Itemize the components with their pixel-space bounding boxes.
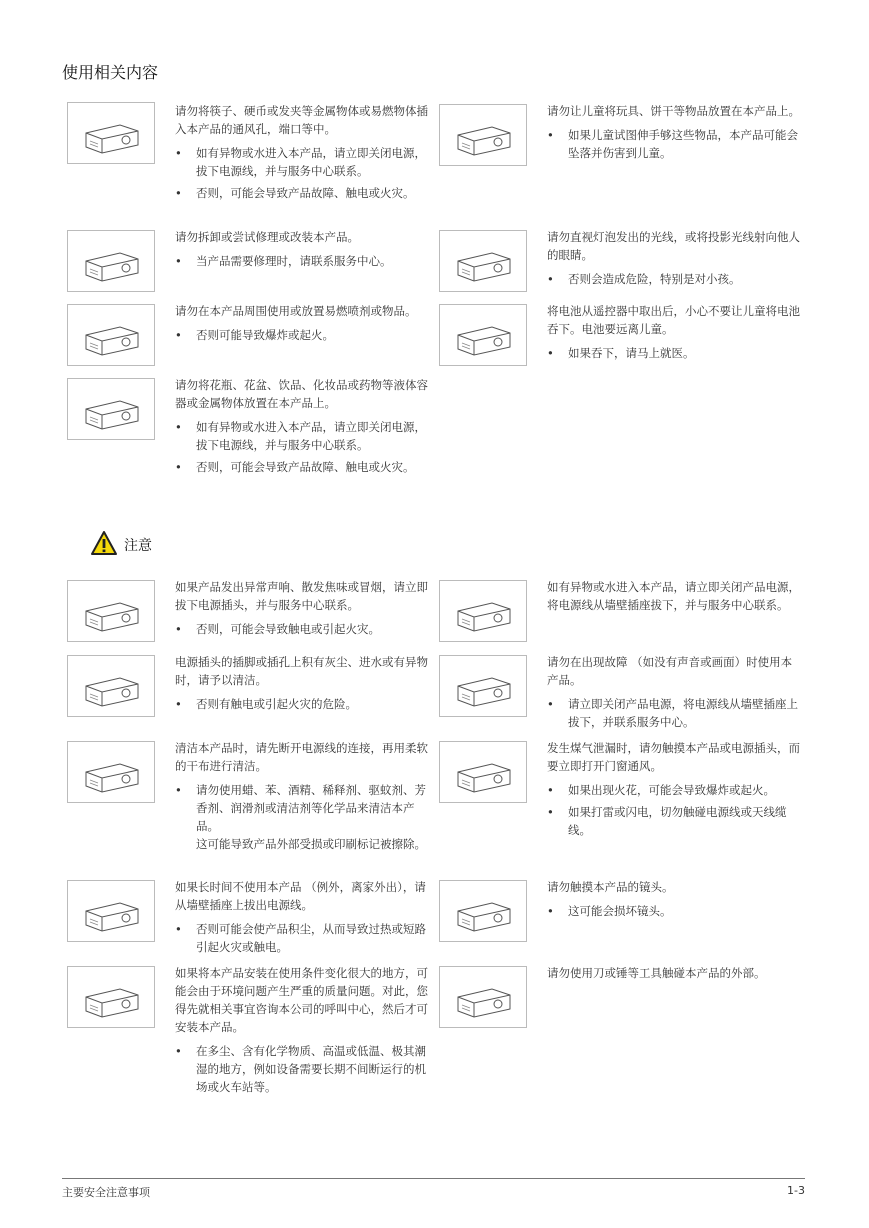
warning-item <box>175 228 428 274</box>
section-title: 使用相关内容 <box>62 63 159 82</box>
warning-text: 请勿让儿童将玩具、饼干等物品放置在本产品上。 <box>547 104 800 118</box>
caution-item <box>547 878 800 924</box>
bullet-item: • 请立即关闭产品电源，将电源线从墙壁插座上拔下，并联系服务中心。 <box>547 695 800 731</box>
illustration-lens-touch <box>439 880 527 942</box>
caution-text: 发生煤气泄漏时，请勿触摸本产品或电源插头，而要立即打开门窗通风。 <box>547 741 800 773</box>
caution-item <box>175 653 428 717</box>
warning-triangle-icon <box>90 530 118 560</box>
bullet-item: • 否则可能会使产品积尘，从而导致过热或短路引起火灾或触电。 <box>175 920 428 956</box>
illustration-malfunction <box>439 655 527 717</box>
warning-item <box>547 228 800 292</box>
bullet-item: • 如果出现火花，可能会导致爆炸或起火。 <box>547 781 800 799</box>
caution-label: 注意 <box>124 538 152 554</box>
caution-item <box>547 653 800 735</box>
caution-header <box>90 530 152 560</box>
warning-item <box>175 102 428 206</box>
illustration-gas-leak <box>439 741 527 803</box>
caution-item <box>175 578 428 642</box>
caution-item <box>547 964 800 982</box>
caution-text: 请勿触摸本产品的镜头。 <box>547 880 674 894</box>
illustration-battery-child <box>439 304 527 366</box>
warning-text: 请勿拆卸或尝试修理或改装本产品。 <box>175 230 359 244</box>
bullet-item: • 当产品需要修理时，请联系服务中心。 <box>175 252 428 270</box>
caution-item <box>547 578 800 614</box>
bullet-item: • 如果儿童试图伸手够这些物品，本产品可能会坠落并伤害到儿童。 <box>547 126 800 162</box>
warning-text: 请勿直视灯泡发出的光线，或将投影光线射向他人的眼睛。 <box>547 230 800 262</box>
caution-item <box>175 739 428 857</box>
caution-item <box>175 964 428 1100</box>
bullet-item: • 否则可能导致爆炸或起火。 <box>175 326 428 344</box>
illustration-call-center <box>67 966 155 1028</box>
illustration-liquid-container <box>67 378 155 440</box>
bullet-item: • 如有异物或水进入本产品，请立即关闭电源，拔下电源线，并与服务中心联系。 <box>175 418 428 454</box>
caution-text: 电源插头的插脚或插孔上积有灰尘、进水或有异物时，请予以清洁。 <box>175 655 428 687</box>
footer-section-name: 主要安全注意事项 <box>62 1186 150 1199</box>
caution-text: 如有异物或水进入本产品，请立即关闭产品电源，将电源线从墙壁插座拔下，并与服务中心联系。 <box>547 580 800 612</box>
bullet-item: • 请勿使用蜡、苯、酒精、稀释剂、驱蚊剂、芳香剂、润滑剂或清洁剂等化学品来清洁本产品。 这可能导致产品外部受损或印刷标记被擦除。 <box>175 781 428 853</box>
warning-item <box>175 376 428 480</box>
bullet-item: • 否则有触电或引起火灾的危险。 <box>175 695 428 713</box>
caution-text: 如果产品发出异常声响、散发焦味或冒烟，请立即拔下电源插头，并与服务中心联系。 <box>175 580 428 612</box>
bullet-item: • 如果打雷或闪电，切勿触碰电源线或天线缆线。 <box>547 803 800 839</box>
page-number: 1-3 <box>787 1184 805 1197</box>
warning-text: 请勿在本产品周围使用或放置易燃喷剂或物品。 <box>175 304 417 318</box>
caution-item <box>175 878 428 960</box>
bullet-item: • 这可能会损坏镜头。 <box>547 902 800 920</box>
illustration-child-toys <box>439 104 527 166</box>
caution-text: 清洁本产品时，请先断开电源线的连接，再用柔软的干布进行清洁。 <box>175 741 428 773</box>
illustration-plug-cleaning <box>67 655 155 717</box>
caution-text: 请勿使用刀或锤等工具触碰本产品的外部。 <box>547 966 766 980</box>
warning-text: 请勿将花瓶、花盆、饮品、化妆品或药物等液体容器或金属物体放置在本产品上。 <box>175 378 428 410</box>
warning-text: 将电池从遥控器中取出后，小心不要让儿童将电池吞下。电池要远离儿童。 <box>547 304 800 336</box>
bullet-item: • 否则会造成危险，特别是对小孩。 <box>547 270 800 288</box>
caution-text: 请勿在出现故障 （如没有声音或画面）时使用本产品。 <box>547 655 793 687</box>
illustration-cleaning <box>67 741 155 803</box>
warning-item <box>175 302 428 348</box>
illustration-disassembly <box>67 230 155 292</box>
footer-divider <box>62 1178 805 1179</box>
bullet-item: • 否则，可能会导致产品故障、触电或火灾。 <box>175 458 428 476</box>
bullet-item: • 否则，可能会导致触电或引起火灾。 <box>175 620 428 638</box>
illustration-unplug <box>67 880 155 942</box>
illustration-tools <box>439 966 527 1028</box>
bullet-item: • 如有异物或水进入本产品，请立即关闭电源，拔下电源线，并与服务中心联系。 <box>175 144 428 180</box>
illustration-smoke <box>67 580 155 642</box>
warning-item <box>547 302 800 366</box>
warning-text: 请勿将筷子、硬币或发夹等金属物体或易燃物体插入本产品的通风孔，端口等中。 <box>175 104 428 136</box>
warning-item <box>547 102 800 166</box>
bullet-item: • 在多尘、含有化学物质、高温或低温、极其潮湿的地方，例如设备需要长期不间断运行的机场或火车站等。 <box>175 1042 428 1096</box>
caution-item <box>547 739 800 843</box>
illustration-lamp-light <box>439 230 527 292</box>
caution-text: 如果长时间不使用本产品 （例外，离家外出），请从墙壁插座上拔出电源线。 <box>175 880 426 912</box>
bullet-item: • 如果吞下，请马上就医。 <box>547 344 800 362</box>
caution-text: 如果将本产品安装在使用条件变化很大的地方，可能会由于环境问题产生严重的质量问题。对此，您得先就相关事宜咨询本公司的呼叫中心，然后才可安装本产品。 <box>175 966 428 1034</box>
illustration-flammable-spray <box>67 304 155 366</box>
bullet-item: • 否则，可能会导致产品故障、触电或火灾。 <box>175 184 428 202</box>
illustration-metal-objects <box>67 102 155 164</box>
illustration-water-inside <box>439 580 527 642</box>
